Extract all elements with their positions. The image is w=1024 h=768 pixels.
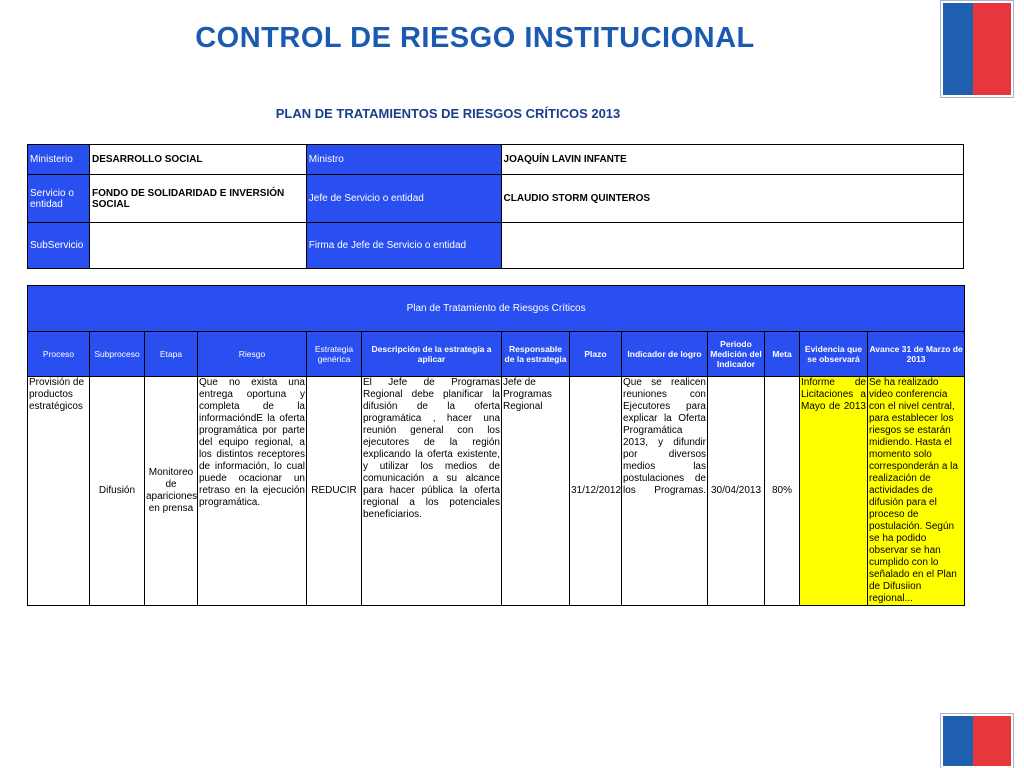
cell-meta: 80%: [765, 377, 800, 606]
cell-estrategia: REDUCIR: [307, 377, 362, 606]
cell-periodo: 30/04/2013: [708, 377, 765, 606]
col-header-plazo: Plazo: [570, 332, 622, 377]
col-header-evidencia: Evidencia que se observará: [800, 332, 868, 377]
info-row: [28, 175, 964, 223]
servicio-label: Servicio o entidad: [28, 175, 90, 223]
col-header-descripcion: Descripción de la estrategia a aplicar: [362, 332, 502, 377]
ministro-value: JOAQUÍN LAVIN INFANTE: [501, 145, 963, 175]
cell-riesgo: Que no exista una entrega oportuna y completa de la informacióndE la oferta programática por parte del equipo regional, a los distintos receptores de información, lo cual puede ocacionar un retraso en la ejecución programática.: [198, 377, 307, 606]
cell-responsable: Jefe de Programas Regional: [502, 377, 570, 606]
col-header-estrategia: Estrategia genérica: [307, 332, 362, 377]
cell-etapa: Monitoreo de apariciones en prensa: [145, 377, 198, 606]
col-header-etapa: Etapa: [145, 332, 198, 377]
chile-flag-logo-bottom: [940, 713, 1014, 768]
header-row: [28, 332, 965, 377]
subservicio-label: SubServicio: [28, 223, 90, 269]
col-header-avance: Avance 31 de Marzo de 2013: [868, 332, 965, 377]
ministro-label: Ministro: [306, 145, 501, 175]
info-row: [28, 223, 964, 269]
jefe-label: Jefe de Servicio o entidad: [306, 175, 501, 223]
cell-proceso: Provisión de productos estratégicos: [28, 377, 90, 606]
col-header-proceso: Proceso: [28, 332, 90, 377]
cell-subproceso: Difusión: [90, 377, 145, 606]
col-header-periodo: Periodo Medición del Indicador: [708, 332, 765, 377]
cell-avance: Se ha realizado video conferencia con el nivel central, para establecer los riesgos se estarán midiendo. Hasta el momento solo corresponderán a la realización de actividades de difusión para el proceso de postulación. Según se ha podido observar se han cumplido con lo señalado en el Plan de Difusiion regional...: [868, 377, 965, 606]
ministerio-value: DESARROLLO SOCIAL: [89, 145, 306, 175]
cell-evidencia: Informe de Licitaciones a Mayo de 2013: [800, 377, 868, 606]
firma-value: [501, 223, 963, 269]
cell-indicador: Que se realicen reuniones con Ejecutores para explicar la Oferta Programática 2013, y difundir por diversos medios las postulaciones de los Programas.: [622, 377, 708, 606]
chile-flag-logo-top: [940, 0, 1014, 98]
col-header-responsable: Responsable de la estrategia: [502, 332, 570, 377]
table-row: [28, 377, 965, 606]
cell-descripcion: El Jefe de Programas Regional debe planificar la difusión de la oferta programática , hacer una reunión general con los ejecutores de la región explicando la oferta existente, y utilizar los medios de comunicación a su alcance para hacer pública la oferta regional a los potenciales beneficiarios.: [362, 377, 502, 606]
col-header-riesgo: Riesgo: [198, 332, 307, 377]
plan-table: [27, 285, 965, 606]
subservicio-value: [89, 223, 306, 269]
info-row: [28, 145, 964, 175]
page-subtitle: PLAN DE TRATAMIENTOS DE RIESGOS CRÍTICOS 2013: [275, 106, 621, 121]
col-header-meta: Meta: [765, 332, 800, 377]
firma-label: Firma de Jefe de Servicio o entidad: [306, 223, 501, 269]
plan-banner: Plan de Tratamiento de Riesgos Críticos: [28, 286, 965, 332]
servicio-value: FONDO DE SOLIDARIDAD E INVERSIÓN SOCIAL: [89, 175, 306, 223]
cell-plazo: 31/12/2012: [570, 377, 622, 606]
page-title: CONTROL DE RIESGO INSTITUCIONAL: [195, 22, 755, 54]
col-header-indicador: Indicador de logro: [622, 332, 708, 377]
ministerio-label: Ministerio: [28, 145, 90, 175]
col-header-subproceso: Subproceso: [90, 332, 145, 377]
jefe-value: CLAUDIO STORM QUINTEROS: [501, 175, 963, 223]
info-table: [27, 144, 964, 269]
